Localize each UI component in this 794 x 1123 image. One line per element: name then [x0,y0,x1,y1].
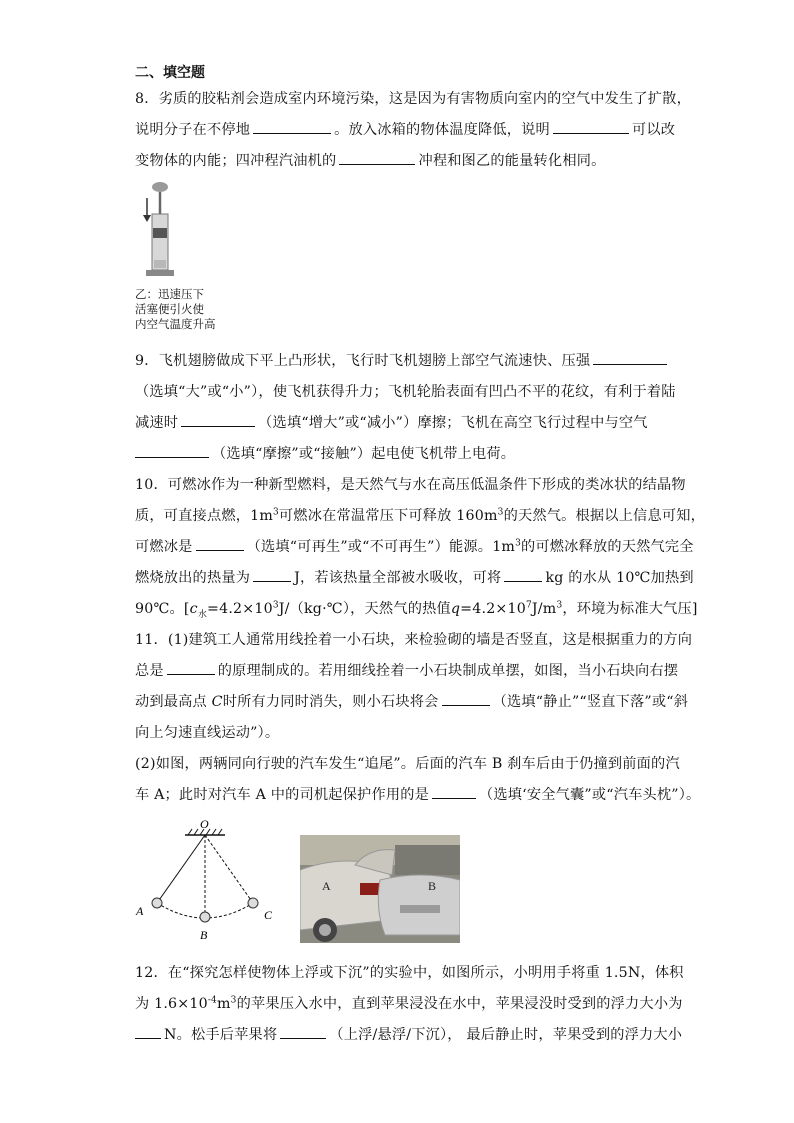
q10-text-2b: 可燃冰在常温常压下可释放 160m [278,508,498,524]
q10-blank-3[interactable] [504,567,542,582]
figure-caption [135,287,216,332]
q10-text-5h: =4.2×10 [460,601,526,617]
car-a-hubcap [319,924,331,936]
background-building [395,845,460,875]
q10-text-2c: 的天然气。根据以上信息可知， [503,508,705,524]
q8-blank-3[interactable] [339,150,415,165]
base [146,270,174,276]
q8-text-1: 8．劣质的胶粘剂会造成室内环境污染，这是因为有害物质向室内的空气中发生了扩散， [135,91,691,107]
plunger-knob [152,182,168,192]
q10-text-5j: J/m [531,601,557,617]
q8-text-3a: 变物体的内能；四冲程汽油机的 [135,153,337,169]
q10-text-1: 10．可燃冰作为一种新型燃料，是天然气与水在高压低温条件下形成的类冰状的结晶物 [135,477,686,493]
q10-text-4c: kg 的水从 10℃加热到 [545,570,694,586]
ball-a [152,898,162,908]
q10-sup-e2: 7 [525,600,532,611]
q10-line-1 [135,474,686,494]
label-a: A [136,904,144,918]
q10-text-4a: 燃烧放出的热量为 [135,570,251,586]
q11-line-1 [135,629,692,649]
q9-blank-3[interactable] [135,443,209,458]
q9-line-1 [135,350,670,370]
q10-text-3a: 可燃冰是 [135,539,193,555]
q11-blank-3[interactable] [432,784,476,799]
q11-text-3a: 动到最高点 [135,694,207,710]
caption-line-2: 活塞便引火使 [135,302,204,316]
q10-line-5 [135,598,698,620]
q9-text-3b: （选填“增大”或“减小”）摩擦；飞机在高空飞行过程中与空气 [258,415,648,431]
q11-line-3 [135,691,688,711]
label-b: B [200,928,208,942]
string-c [205,835,253,903]
q10-sup-e3: 3 [556,600,563,611]
q9-line-2 [135,381,676,401]
q11-text-6b: （选填‘安全气囊”或“汽车头枕”）。 [479,787,701,803]
q10-line-4 [135,567,694,587]
ball-c [248,898,258,908]
label-c: C [264,908,273,922]
q10-text-3b: （选填“可再生”或“不可再生”）能源。1m [246,539,516,555]
q12-blank-2[interactable] [280,1024,326,1039]
q10-sup-e1: 3 [272,600,279,611]
q9-blank-2[interactable] [181,412,255,427]
q11-text-3d: （选填“静止”“竖直下落”或“斜 [492,694,689,710]
q12-line-2 [135,993,683,1013]
q10-q-symbol: q [450,601,461,617]
q12-line-1 [135,962,684,982]
q10-text-5d: =4.2×10 [207,601,273,617]
q12-sup-exp: -4 [207,995,217,1006]
q12-text-3a: N。松手后苹果将 [164,1027,278,1043]
ball-b [200,912,210,922]
q10-sup-3a: 3 [272,507,279,518]
q10-text-4b: J，若该热量全部被水吸收，可将 [294,570,502,586]
q10-c-sub: 水 [197,609,208,620]
q9-text-2: （选填“大”或“小”），使飞机获得升力；飞机轮胎表面有凹凸不平的花纹，有利于着陆 [135,384,676,400]
q11-text-4: 向上匀速直线运动”）。 [135,725,280,741]
q11-c-label: C [211,694,223,710]
q10-text-5f: J/（kg·℃），天然气的热值 [278,601,451,617]
q11-text-3c: 时所有力同时消失，则小石块将会 [222,694,439,710]
q12-sup-3: 3 [230,995,237,1006]
q10-c-symbol: c [189,601,198,617]
caption-line-3: 内空气温度升高 [135,317,216,331]
q10-line-2 [135,505,705,525]
q9-text-4: （选填“摩擦”或“接触”）起电使飞机带上电荷。 [212,446,516,462]
q11-line-4 [135,722,279,742]
q10-text-2a: 质，可直接点燃，1m [135,508,273,524]
section-title: 二、填空题 [135,65,205,81]
q8-text-2b: 。放入冰箱的物体温度降低，说明 [334,122,550,138]
string-a [157,835,205,903]
car-collision-photo [300,835,460,943]
q11-text-2a: 总是 [135,663,164,679]
q8-text-2a: 说明分子在不停地 [135,122,251,138]
q10-sup-3b: 3 [497,507,504,518]
q8-blank-1[interactable] [253,119,331,134]
q11-text-5: (2)如图，两辆同向行驶的汽车发生“追尾”。后面的汽车 B 刹车后由于仍撞到前面的汽 [135,756,680,772]
pendulum-figure [130,815,280,945]
q8-text-2c: 可以改 [631,122,676,138]
q11-text-6a: 车 A；此时对汽车 A 中的司机起保护作用的是 [135,787,429,803]
down-arrow-head-icon [143,215,151,222]
q10-sup-3c: 3 [515,538,522,549]
q9-line-4 [135,443,515,463]
q8-line-2 [135,119,675,139]
cotton [154,260,166,268]
q10-blank-1[interactable] [196,536,244,551]
q11-line-5 [135,753,680,773]
q12-text-2c: m [216,996,231,1012]
car-b-grille [400,905,440,913]
q10-blank-2[interactable] [253,567,291,582]
q11-blank-2[interactable] [442,691,490,706]
q10-text-5a: 90℃。[ [135,601,190,617]
q9-blank-1[interactable] [593,350,667,365]
q8-text-3b: 冲程和图乙的能量转化相同。 [418,153,606,169]
q12-line-3 [135,1024,682,1044]
label-o: O [200,817,209,831]
q11-line-6 [135,784,700,804]
q8-line-1 [135,88,691,108]
q9-line-3 [135,412,648,432]
caption-line-1: 乙：迅速压下 [135,287,204,301]
q8-blank-2[interactable] [553,119,629,134]
q10-text-3c: 的可燃冰释放的天然气完全 [521,539,694,555]
q11-text-1: 11．(1)建筑工人通常用线拴着一小石块，来检验砌的墙是否竖直，这是根据重力的方向 [135,632,693,648]
q8-line-3 [135,150,605,170]
fire-syringe-figure [140,180,190,282]
q12-text-2e: 的苹果压入水中，直到苹果浸没在水中，苹果浸没时受到的浮力大小为 [236,996,683,1012]
q10-text-5l: ，环境为标准大气压] [562,601,698,617]
photo-label-b: B [428,879,437,893]
q12-text-2a: 为 1.6×10 [135,996,208,1012]
q9-text-3a: 减速时 [135,415,179,431]
q11-text-2b: 的原理制成的。若用细线拴着一小石块制成单摆，如图，当小石块向右摆 [217,663,679,679]
q11-line-2 [135,660,678,680]
q10-line-3 [135,536,694,556]
q12-text-3b: （上浮/悬浮/下沉）， 最后静止时，苹果受到的浮力大小 [329,1027,683,1043]
q11-blank-1[interactable] [167,660,215,675]
photo-label-a: A [322,879,331,893]
piston [153,228,167,238]
q9-text-1: 9．飞机翅膀做成下平上凸形状，飞行时飞机翅膀上部空气流速快、压强 [135,353,591,369]
q12-blank-1[interactable] [135,1024,161,1039]
q12-text-1: 12．在“探究怎样使物体上浮或下沉”的实验中，如图所示，小明用手将重 1.5N，体积 [135,965,684,981]
